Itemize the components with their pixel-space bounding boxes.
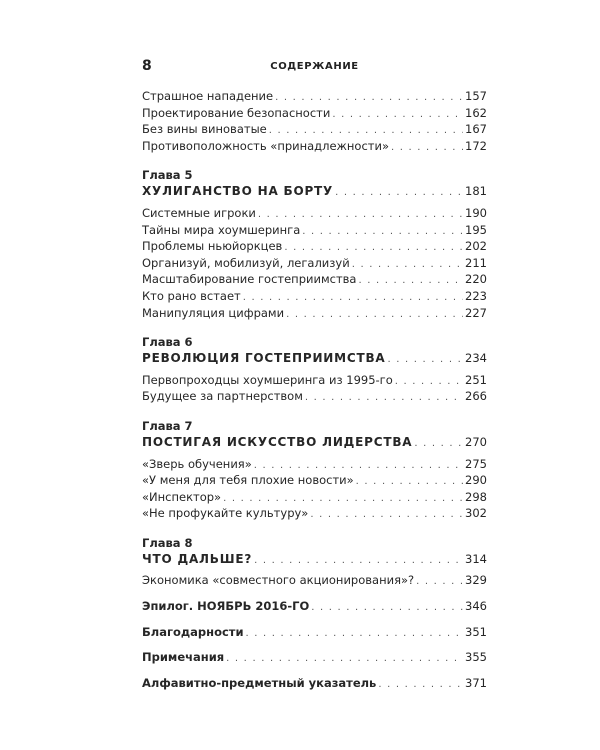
chapter-heading: ХУЛИГАНСТВО НА БОРТУ . . . 181 xyxy=(142,183,487,200)
chapter-label: Глава 5 xyxy=(142,168,193,183)
chapter-label: Глава 7 xyxy=(142,418,193,433)
toc-entry: «Не профукайте культуру» . . . 302 xyxy=(142,505,487,522)
toc-entry: Системные игроки . . . 190 xyxy=(142,205,487,222)
toc-entry: «Зверь обучения» . . . 275 xyxy=(142,456,487,473)
chapter-heading: РЕВОЛЮЦИЯ ГОСТЕПРИИМСТВА . . . 234 xyxy=(142,350,487,367)
chapter-heading: ПОСТИГАЯ ИСКУССТВО ЛИДЕРСТВА . . . 270 xyxy=(142,434,487,451)
page-header xyxy=(142,58,487,78)
toc-entry: Противоположность «принадлежности» . . . 172 xyxy=(142,138,487,155)
toc-entry: Страшное нападение . . . 157 xyxy=(142,88,487,105)
toc-entry: Экономика «совместного акционирования»? . . . 329 xyxy=(142,572,487,589)
toc-entry: Масштабирование гостеприимства . . . 220 xyxy=(142,271,487,288)
running-title: СОДЕРЖАНИЕ xyxy=(270,61,359,72)
toc-index: Алфавитно-предметный указатель . . . 371 xyxy=(142,675,487,692)
table-of-contents xyxy=(142,88,487,691)
toc-entry: Манипуляция цифрами . . . 227 xyxy=(142,305,487,322)
toc-entry: Первопроходцы хоумшеринга из 1995-го . . . 251 xyxy=(142,372,487,389)
toc-entry: Без вины виноватые . . . 167 xyxy=(142,121,487,138)
toc-acknowledgements: Благодарности . . . 351 xyxy=(142,624,487,641)
toc-entry: Проблемы ньюйоркцев . . . 202 xyxy=(142,238,487,255)
toc-notes: Примечания . . . 355 xyxy=(142,649,487,666)
toc-entry: «Инспектор» . . . 298 xyxy=(142,489,487,506)
toc-entry: Кто рано встает . . . 223 xyxy=(142,288,487,305)
chapter-label: Глава 8 xyxy=(142,535,193,550)
toc-entry: Проектирование безопасности . . . 162 xyxy=(142,105,487,122)
toc-entry: Будущее за партнерством . . . 266 xyxy=(142,388,487,405)
toc-entry: Организуй, мобилизуй, легализуй . . . 211 xyxy=(142,255,487,272)
chapter-label: Глава 6 xyxy=(142,335,193,350)
toc-entry: «У меня для тебя плохие новости» . . . 290 xyxy=(142,472,487,489)
toc-entry: Тайны мира хоумшеринга . . . 195 xyxy=(142,222,487,239)
toc-epilogue: Эпилог. НОЯБРЬ 2016-ГО . . . 346 xyxy=(142,598,487,615)
page-number: 8 xyxy=(142,58,152,74)
chapter-heading: ЧТО ДАЛЬШЕ? . . . 314 xyxy=(142,551,487,568)
